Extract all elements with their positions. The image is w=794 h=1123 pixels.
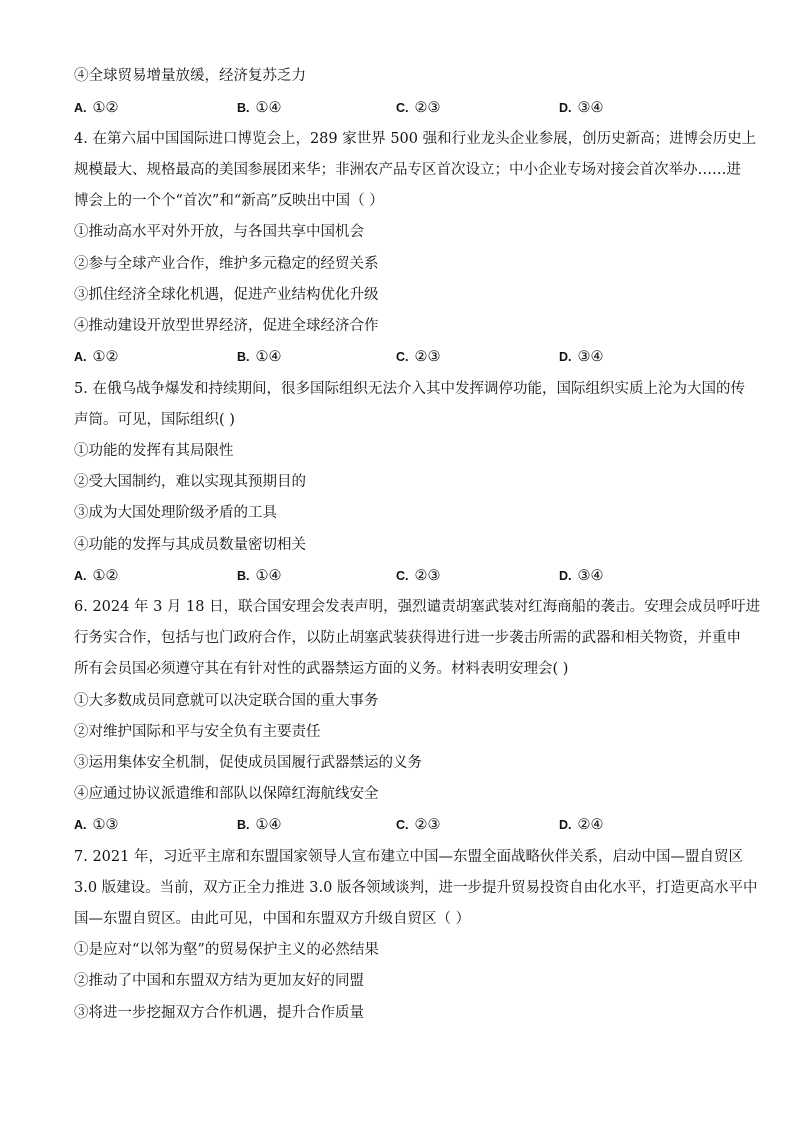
q7-stem-line-3: 国—东盟自贸区。由此可见，中国和东盟双方升级自贸区（ ）	[74, 911, 471, 927]
q4-statement-2: ②参与全球产业合作，维护多元稳定的经贸关系	[74, 256, 379, 272]
q5-option-b: B. ①④	[237, 568, 282, 584]
q6-option-a: A. ①③	[74, 817, 119, 833]
q4-statement-3: ③抓住经济全球化机遇，促进产业结构优化升级	[74, 287, 379, 303]
q5-options	[74, 566, 724, 586]
q7-stem-line-2: 3.0 版建设。当前，双方正全力推进 3.0 版各领域谈判，进一步提升贸易投资自由化水平，打造更高水平中	[74, 880, 758, 896]
q5-statement-2: ②受大国制约，难以实现其预期目的	[74, 474, 306, 490]
q5-option-a: A. ①②	[74, 568, 119, 584]
q4-option-c: C. ②③	[396, 349, 441, 365]
q5-stem-line-1: 5. 在俄乌战争爆发和持续期间，很多国际组织无法介入其中发挥调停功能，国际组织实质上沦为大国的传	[74, 381, 745, 397]
q5-option-d: D. ③④	[559, 568, 604, 584]
q5-statement-4: ④功能的发挥与其成员数量密切相关	[74, 537, 306, 553]
q3-option-a: A. ①②	[74, 100, 119, 116]
q7-stem-line-1: 7. 2021 年，习近平主席和东盟国家领导人宣布建立中国—东盟全面战略伙伴关系，启动中国—盟自贸区	[74, 849, 743, 865]
q4-option-b: B. ①④	[237, 349, 282, 365]
q4-stem-line-3: 博会上的一个个“首次”和“新高”反映出中国（ ）	[74, 193, 384, 209]
q3-option-d: D. ③④	[559, 100, 604, 116]
q4-stem-line-2: 规模最大、规格最高的美国参展团来华；非洲农产品专区首次设立；中小企业专场对接会首次举办……进	[74, 162, 741, 178]
q6-statement-2: ②对维护国际和平与安全负有主要责任	[74, 724, 321, 740]
q6-statement-1: ①大多数成员同意就可以决定联合国的重大事务	[74, 693, 379, 709]
q7-statement-1: ①是应对“以邻为壑”的贸易保护主义的必然结果	[74, 942, 379, 958]
q5-statement-1: ①功能的发挥有其局限性	[74, 443, 234, 459]
q7-statement-3: ③将进一步挖掘双方合作机遇，提升合作质量	[74, 1005, 364, 1021]
q6-option-d: D. ②④	[559, 817, 604, 833]
q4-statement-4: ④推动建设开放型世界经济，促进全球经济合作	[74, 318, 379, 334]
q6-statement-4: ④应通过协议派遣维和部队以保障红海航线安全	[74, 786, 379, 802]
q7-statement-2: ②推动了中国和东盟双方结为更加友好的同盟	[74, 973, 364, 989]
q4-option-a: A. ①②	[74, 349, 119, 365]
q5-statement-3: ③成为大国处理阶级矛盾的工具	[74, 505, 277, 521]
q5-stem-line-2: 声筒。可见，国际组织( )	[74, 412, 235, 428]
q3-options	[74, 98, 724, 118]
q6-stem-line-2: 行务实合作，包括与也门政府合作，以防止胡塞武装获得进行进一步袭击所需的武器和相关物资，并重申	[74, 630, 741, 646]
q4-statement-1: ①推动高水平对外开放，与各国共享中国机会	[74, 224, 364, 240]
q6-options	[74, 815, 724, 835]
q6-stem-line-1: 6. 2024 年 3 月 18 日，联合国安理会发表声明，强烈谴责胡塞武装对红海商船的袭击。安理会成员呼吁进	[74, 599, 761, 615]
q4-options	[74, 347, 724, 367]
q3-statement-4: ④全球贸易增量放缓，经济复苏乏力	[74, 68, 306, 84]
q6-stem-line-3: 所有会员国必须遵守其在有针对性的武器禁运方面的义务。材料表明安理会( )	[74, 661, 569, 677]
q6-option-b: B. ①④	[237, 817, 282, 833]
q4-option-d: D. ③④	[559, 349, 604, 365]
q6-option-c: C. ②③	[396, 817, 441, 833]
q3-option-b: B. ①④	[237, 100, 282, 116]
q5-option-c: C. ②③	[396, 568, 441, 584]
q6-statement-3: ③运用集体安全机制，促使成员国履行武器禁运的义务	[74, 755, 422, 771]
q3-option-c: C. ②③	[396, 100, 441, 116]
q4-stem-line-1: 4. 在第六届中国国际进口博览会上，289 家世界 500 强和行业龙头企业参展，创历史新高；进博会历史上	[74, 131, 757, 147]
